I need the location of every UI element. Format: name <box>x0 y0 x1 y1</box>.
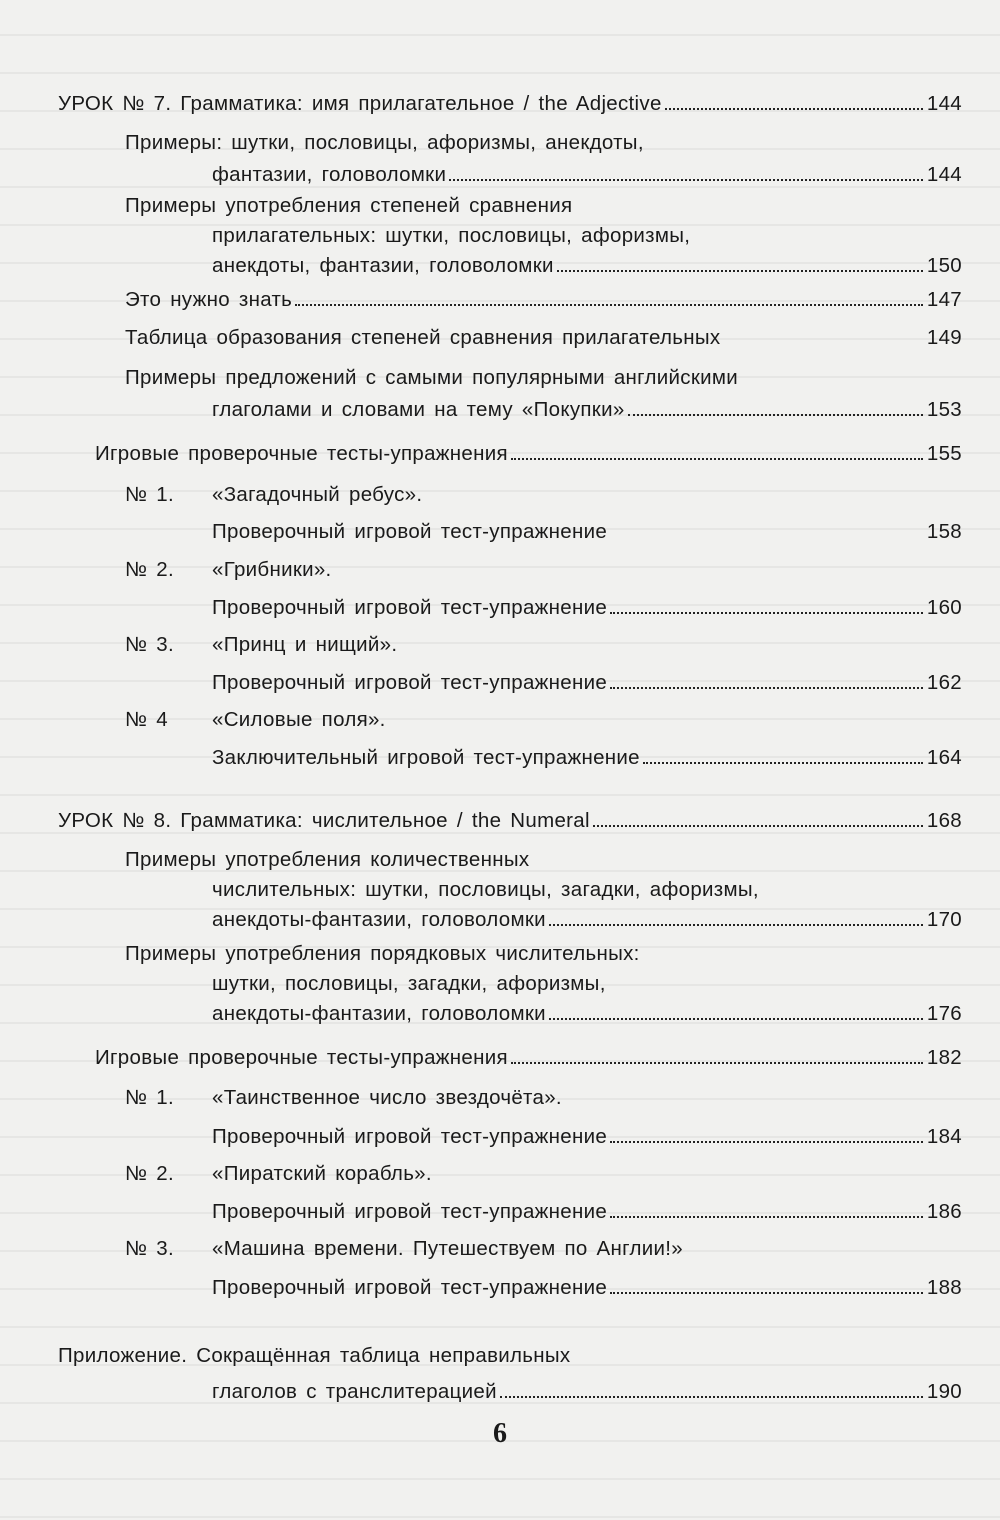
lesson7-test1-name: «Загадочный ребус». <box>212 483 423 506</box>
lesson7-page: 144 <box>926 92 962 115</box>
leader-dots <box>665 107 923 110</box>
lesson7-test1-number: № 1. <box>125 483 174 506</box>
leader-dots <box>511 1061 923 1064</box>
lesson7-table-page: 149 <box>926 326 962 349</box>
lesson8-test3-sub: Проверочный игровой тест-упражнение <box>212 1276 608 1299</box>
leader-dots <box>610 537 923 538</box>
lesson7-test3-name: «Принц и нищий». <box>212 633 398 656</box>
toc-entry-lesson8-test1[interactable] <box>212 1119 962 1149</box>
lesson8-ord-line1: Примеры употребления порядковых числительных: <box>125 942 640 965</box>
leader-dots <box>593 824 923 827</box>
toc-entry-lesson7-know[interactable] <box>125 282 962 312</box>
lesson8-ord-line3: анекдоты-фантазии, головоломки <box>212 1002 546 1025</box>
lesson7-ex2-line3: анекдоты, фантазии, головоломки <box>212 254 554 277</box>
lesson8-test2-name: «Пиратский корабль». <box>212 1162 432 1185</box>
toc-entry-appendix[interactable] <box>212 1374 962 1404</box>
toc-entry-lesson8[interactable] <box>58 803 962 833</box>
lesson8-test1-sub: Проверочный игровой тест-упражнение <box>212 1125 608 1148</box>
toc-entry-lesson8-tests[interactable] <box>95 1040 962 1070</box>
toc-entry-lesson7-test1[interactable] <box>212 514 962 544</box>
toc-entry-lesson7-ex1[interactable] <box>212 157 962 187</box>
leader-dots <box>610 1140 923 1143</box>
lesson7-ex1-page: 144 <box>926 163 962 186</box>
lesson8-test1-name: «Таинственное число звездочёта». <box>212 1086 562 1109</box>
leader-dots <box>549 923 923 926</box>
lesson8-ord-page: 176 <box>926 1002 962 1025</box>
lesson8-tests-page: 182 <box>926 1046 962 1069</box>
lesson8-tests: Игровые проверочные тесты-упражнения <box>95 1046 508 1069</box>
lesson8-card-line2: числительных: шутки, пословицы, загадки, афоризмы, <box>212 878 759 901</box>
leader-dots <box>500 1395 923 1398</box>
leader-dots <box>610 686 923 689</box>
leader-dots <box>295 303 923 306</box>
lesson7-test2-sub: Проверочный игровой тест-упражнение <box>212 596 608 619</box>
lesson8-test3-number: № 3. <box>125 1237 174 1260</box>
leader-dots <box>628 413 923 416</box>
appendix-page: 190 <box>926 1380 962 1403</box>
lesson7-table: Таблица образования степеней сравнения прилагательных <box>125 326 721 349</box>
leader-dots <box>610 611 923 614</box>
leader-dots <box>449 178 923 181</box>
lesson8-test2-page: 186 <box>926 1200 962 1223</box>
toc-entry-lesson7[interactable] <box>58 86 962 116</box>
leader-dots <box>549 1017 923 1020</box>
lesson8-card-line1: Примеры употребления количественных <box>125 848 530 871</box>
lesson7-test1-page: 158 <box>926 520 962 543</box>
lesson8-test3-name: «Машина времени. Путешествуем по Англии!» <box>212 1237 683 1260</box>
lesson7-ex2-page: 150 <box>926 254 962 277</box>
lesson8-page: 168 <box>926 809 962 832</box>
lesson7-ex1-line1: Примеры: шутки, пословицы, афоризмы, анекдоты, <box>125 131 644 154</box>
leader-dots <box>610 1215 923 1218</box>
lesson7-ex1-line2: фантазии, головоломки <box>212 163 447 186</box>
leader-dots <box>723 343 922 344</box>
toc-entry-lesson7-test4[interactable] <box>212 740 962 770</box>
lesson7-ex2-line1: Примеры употребления степеней сравнения <box>125 194 573 217</box>
lesson8-test2-number: № 2. <box>125 1162 174 1185</box>
lesson7-test2-number: № 2. <box>125 558 174 581</box>
lesson7-tests: Игровые проверочные тесты-упражнения <box>95 442 508 465</box>
lesson7-know-page: 147 <box>926 288 962 311</box>
lesson7-test4-number: № 4 <box>125 708 168 731</box>
lesson7-sent-page: 153 <box>926 398 962 421</box>
toc-entry-lesson8-test2[interactable] <box>212 1194 962 1224</box>
toc-entry-lesson8-ord[interactable] <box>212 996 962 1026</box>
lesson8-test3-page: 188 <box>926 1276 962 1299</box>
leader-dots <box>511 457 923 460</box>
lesson7-ex2-line2: прилагательных: шутки, пословицы, афоризмы, <box>212 224 691 247</box>
lesson7-know: Это нужно знать <box>125 288 293 311</box>
lesson7-sent-line1: Примеры предложений с самыми популярными английскими <box>125 366 738 389</box>
lesson8-card-page: 170 <box>926 908 962 931</box>
toc-entry-lesson8-card[interactable] <box>212 902 962 932</box>
lesson8-test1-number: № 1. <box>125 1086 174 1109</box>
appendix-line1: Приложение. Сокращённая таблица неправильных <box>58 1344 571 1367</box>
lesson7-tests-page: 155 <box>926 442 962 465</box>
page-number: 6 <box>493 1418 507 1449</box>
toc-entry-lesson8-test3[interactable] <box>212 1270 962 1300</box>
toc-entry-lesson7-sent[interactable] <box>212 392 962 422</box>
lesson8-title: УРОК № 8. Грамматика: числительное / the Numeral <box>58 809 590 832</box>
lesson7-test3-sub: Проверочный игровой тест-упражнение <box>212 671 608 694</box>
lesson7-test1-sub: Проверочный игровой тест-упражнение <box>212 520 608 543</box>
leader-dots <box>610 1291 923 1294</box>
lesson7-test2-page: 160 <box>926 596 962 619</box>
leader-dots <box>557 269 923 272</box>
lesson7-test3-number: № 3. <box>125 633 174 656</box>
lesson8-ord-line2: шутки, пословицы, загадки, афоризмы, <box>212 972 606 995</box>
toc-entry-lesson7-test3[interactable] <box>212 665 962 695</box>
toc-entry-lesson7-ex2[interactable] <box>212 248 962 278</box>
lesson7-test4-page: 164 <box>926 746 962 769</box>
lesson7-test4-name: «Силовые поля». <box>212 708 386 731</box>
toc-entry-lesson7-test2[interactable] <box>212 590 962 620</box>
lesson7-test2-name: «Грибники». <box>212 558 332 581</box>
lesson7-title: УРОК № 7. Грамматика: имя прилагательное / the Adjective <box>58 92 662 115</box>
lesson8-test2-sub: Проверочный игровой тест-упражнение <box>212 1200 608 1223</box>
lesson8-test1-page: 184 <box>926 1125 962 1148</box>
lesson7-sent-line2: глаголами и словами на тему «Покупки» <box>212 398 625 421</box>
toc-entry-lesson7-table[interactable] <box>125 320 962 350</box>
lesson7-test3-page: 162 <box>926 671 962 694</box>
leader-dots <box>643 761 923 764</box>
toc-entry-lesson7-tests[interactable] <box>95 436 962 466</box>
lesson8-card-line3: анекдоты-фантазии, головоломки <box>212 908 546 931</box>
lesson7-test4-sub: Заключительный игровой тест-упражнение <box>212 746 640 769</box>
appendix-line2: глаголов с транслитерацией <box>212 1380 497 1403</box>
